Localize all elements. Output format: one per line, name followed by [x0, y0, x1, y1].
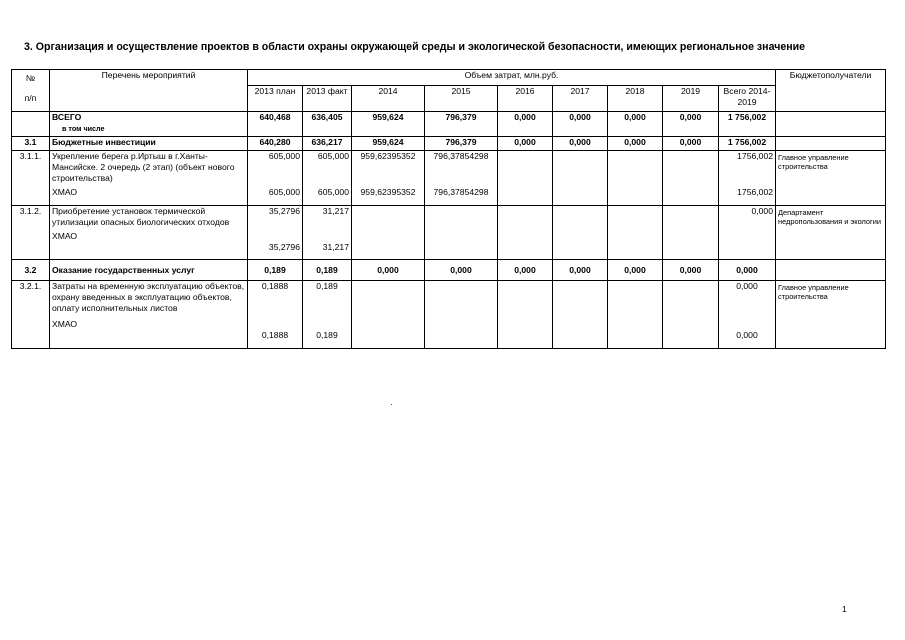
row-name: Укрепление берега р.Иртыш в г.Ханты-Мансийске. 2 очередь (2 этап) (объект нового строительства) ХМАО	[50, 151, 248, 206]
cell-value: 1 756,002	[719, 112, 776, 137]
cell-value: 796,379	[425, 112, 498, 137]
cell-value: 1 756,002	[719, 137, 776, 151]
header-year: 2013 факт	[303, 86, 352, 112]
row-num: 3.2	[12, 260, 50, 281]
header-year: 2017	[553, 86, 608, 112]
cell-value: 31,217 31,217	[303, 206, 352, 260]
recipient: Главное управление строительства	[776, 151, 886, 206]
header-year: 2013 план	[248, 86, 303, 112]
cell-value: 0,000	[663, 137, 719, 151]
cell-value: 35,2796 35,2796	[248, 206, 303, 260]
cell-value: 0,000	[719, 260, 776, 281]
header-volume: Объем затрат, млн.руб.	[248, 70, 776, 86]
cell-value: 796,379	[425, 137, 498, 151]
cell-value: 796,37854298 796,37854298	[425, 151, 498, 206]
cell-value: 0,000	[608, 112, 663, 137]
cell-value: 0,000	[719, 206, 776, 260]
cell-value: 0,000	[608, 260, 663, 281]
recipient: Департамент недропользования и экологии	[776, 206, 886, 260]
cell-value: 0,000	[352, 260, 425, 281]
cell-value: 0,189	[248, 260, 303, 281]
cell-value: 0,000	[498, 112, 553, 137]
row-subname: в том числе	[62, 124, 105, 133]
table-row	[12, 281, 886, 349]
table-row	[12, 137, 886, 151]
row-subname: ХМАО	[52, 231, 78, 241]
header-recipients: Бюджетополучатели	[776, 70, 886, 112]
scan-speck	[391, 404, 392, 405]
cell-value: 959,624	[352, 137, 425, 151]
cell-value: 0,000	[553, 137, 608, 151]
cell-value: 0,189	[303, 260, 352, 281]
cell-value: 1756,002 1756,002	[719, 151, 776, 206]
cell-value: 0,000	[553, 112, 608, 137]
row-num: 3.1	[12, 137, 50, 151]
row-name: Приобретение установок термической утилизации опасных биологических отходов ХМАО	[50, 206, 248, 260]
header-year: 2014	[352, 86, 425, 112]
header-year: 2015	[425, 86, 498, 112]
row-subname: ХМАО	[52, 187, 78, 197]
page-number: 1	[842, 604, 847, 614]
cell-value: 0,000	[663, 260, 719, 281]
recipient: Главное управление строительства	[776, 281, 886, 349]
cell-value: 605,000 605,000	[248, 151, 303, 206]
header-list: Перечень мероприятий	[50, 70, 248, 112]
header-num	[12, 70, 50, 112]
row-num: 3.2.1.	[12, 281, 50, 349]
cell-value: 959,624	[352, 112, 425, 137]
page-title: 3. Организация и осуществление проектов в области охраны окружающей среды и экологической безопасности, имеющих региональное значение	[24, 41, 806, 53]
cell-value: 636,405	[303, 112, 352, 137]
header-num-top: №	[25, 73, 36, 83]
cell-value: 0,1888 0,1888	[248, 281, 303, 349]
cell-value: 0,189 0,189	[303, 281, 352, 349]
table-row	[12, 206, 886, 260]
header-year: 2016	[498, 86, 553, 112]
cell-value: 0,000	[498, 260, 553, 281]
row-name: ВСЕГО в том числе	[50, 112, 248, 137]
header-year: 2018	[608, 86, 663, 112]
table-row	[12, 151, 886, 206]
cell-value: 636,217	[303, 137, 352, 151]
row-num: 3.1.2.	[12, 206, 50, 260]
cell-value: 0,000 0,000	[719, 281, 776, 349]
table-row	[12, 260, 886, 281]
row-name: Бюджетные инвестиции	[50, 137, 248, 151]
cell-value: 959,62395352 959,62395352	[352, 151, 425, 206]
row-num: 3.1.1.	[12, 151, 50, 206]
expenditure-table	[11, 69, 886, 349]
cell-value: 640,468	[248, 112, 303, 137]
cell-value: 605,000 605,000	[303, 151, 352, 206]
header-year: Всего 2014-2019	[719, 86, 776, 112]
cell-value: 0,000	[553, 260, 608, 281]
header-num-bottom: п/п	[24, 93, 37, 103]
cell-value: 640,280	[248, 137, 303, 151]
row-subname: ХМАО	[52, 319, 78, 329]
cell-value: 0,000	[425, 260, 498, 281]
row-name: Оказание государственных услуг	[50, 260, 248, 281]
table-row	[12, 112, 886, 137]
cell-value: 0,000	[608, 137, 663, 151]
header-year: 2019	[663, 86, 719, 112]
row-name: Затраты на временную эксплуатацию объектов, охрану введенных в эксплуатацию объектов, оплату исполнительных листов ХМАО	[50, 281, 248, 349]
cell-value: 0,000	[498, 137, 553, 151]
cell-value: 0,000	[663, 112, 719, 137]
